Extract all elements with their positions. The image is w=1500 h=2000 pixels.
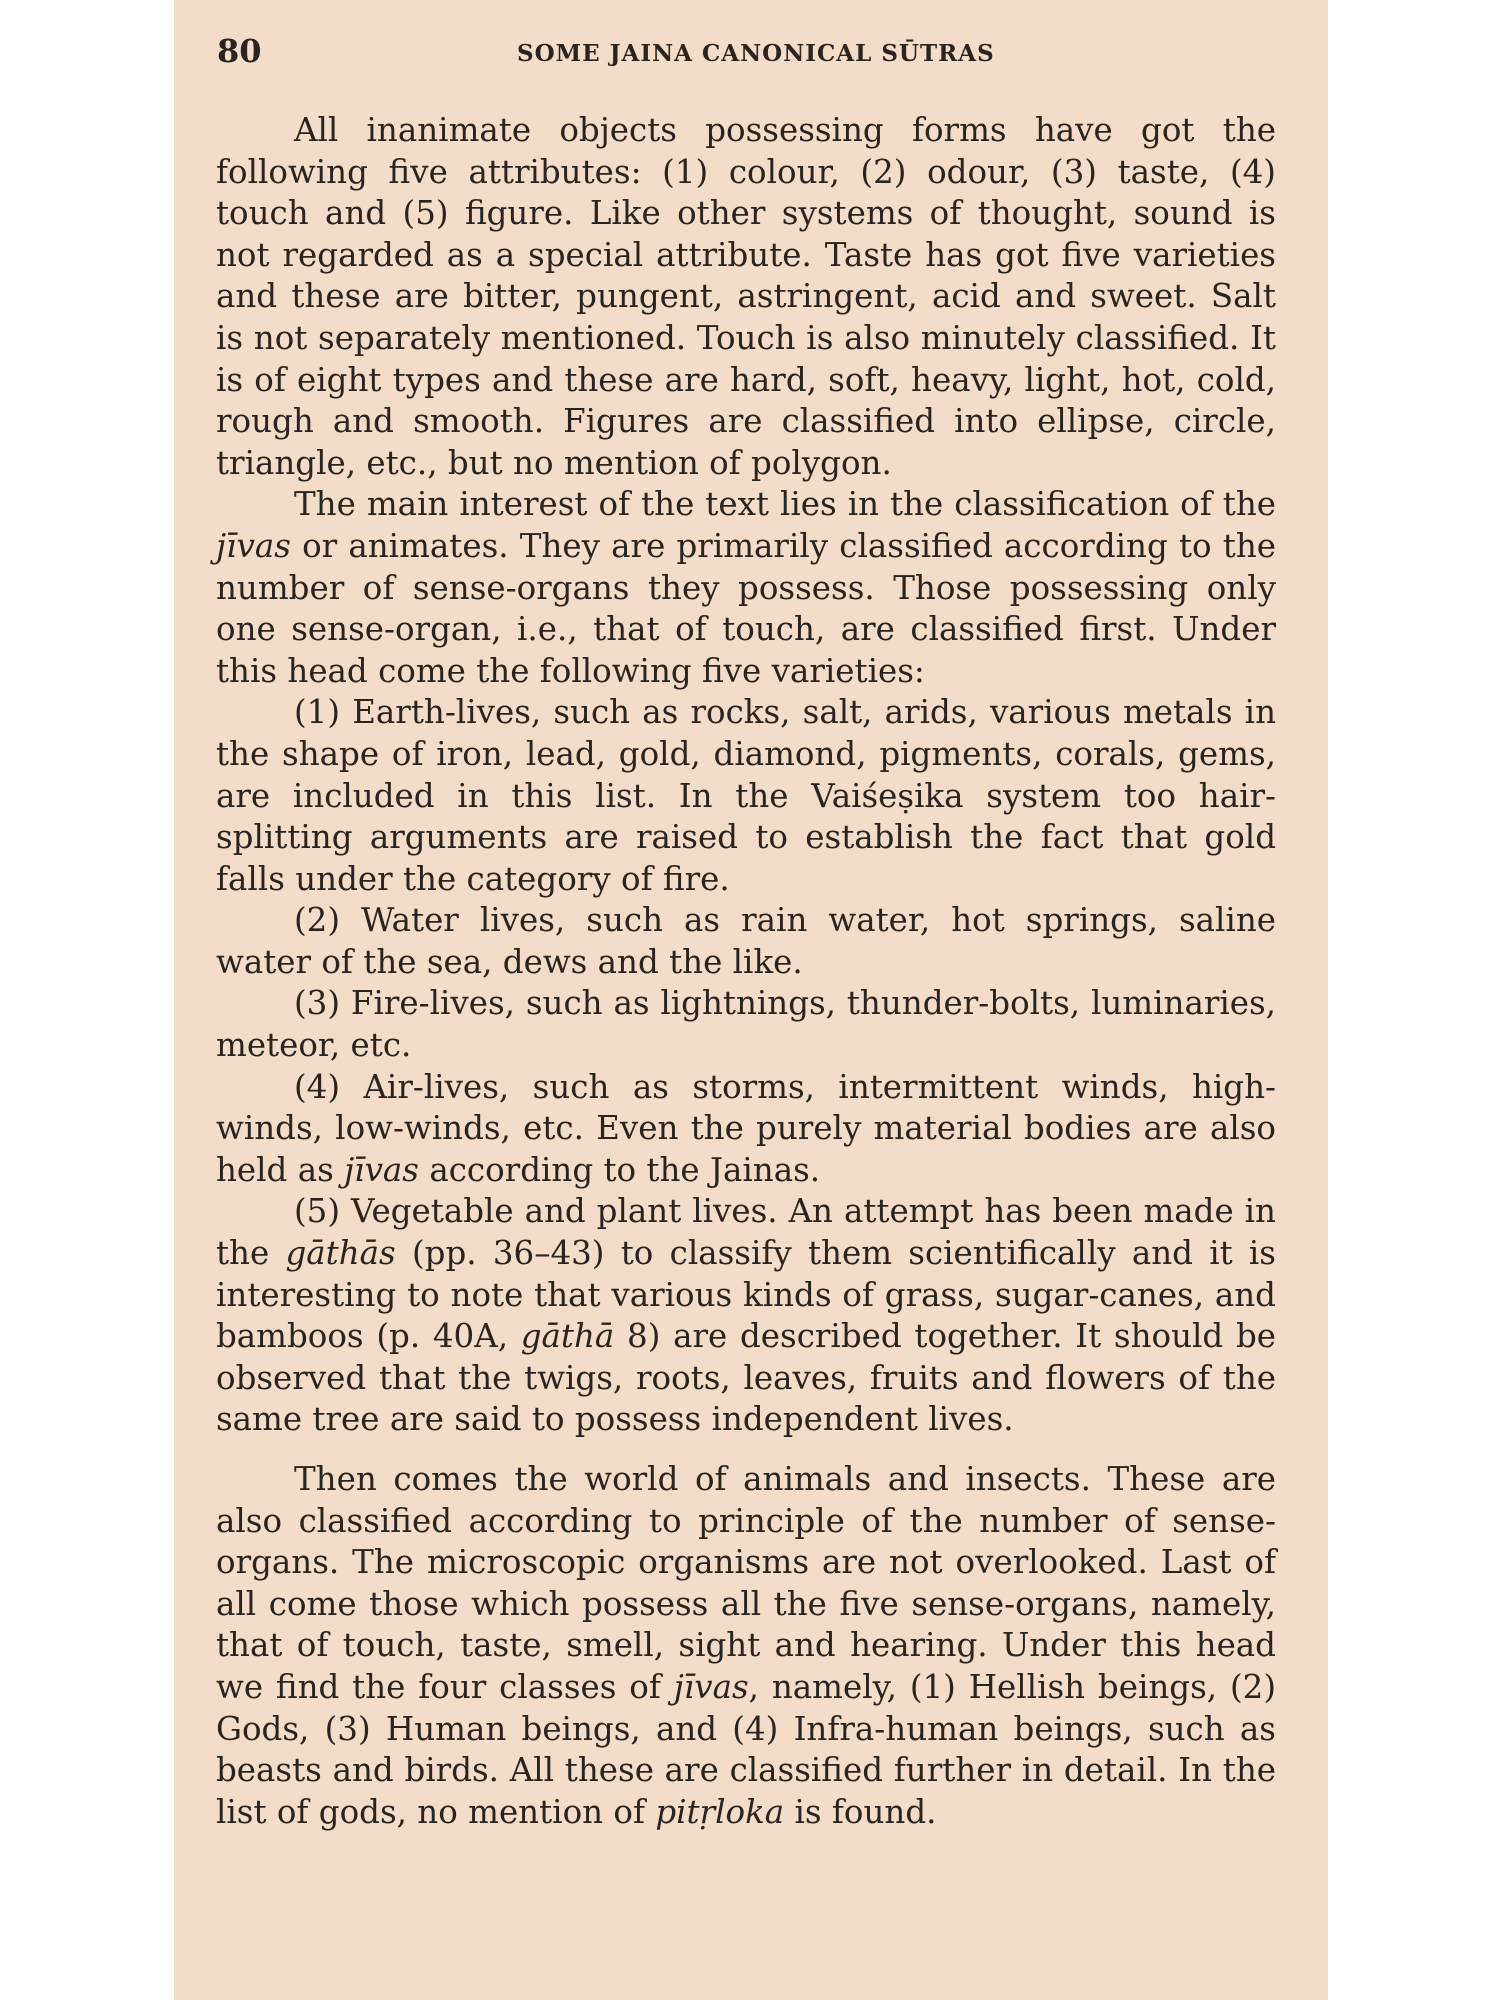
paragraph-air-lives: [216, 1067, 1276, 1192]
italic-term: gāthā: [520, 1317, 615, 1356]
paragraph-text: (4) Air-lives, such as storms, intermittent winds, high-winds, low-winds, etc. Even the purely material bodies are also held as: [216, 1067, 1276, 1189]
page-number: 80: [217, 32, 262, 70]
italic-term: pitṛloka: [655, 1792, 785, 1831]
paragraph-animals-and-insects: [216, 1459, 1276, 1833]
paragraph-water-lives: (2) Water lives, such as rain water, hot springs, saline water of the sea, dews and the like.: [216, 901, 1276, 981]
paragraph-classification-of-jivas: [216, 484, 1276, 692]
paragraph-earth-lives: (1) Earth-lives, such as rocks, salt, arids, various metals in the shape of iron, lead, gold, diamond, pigments, corals, gems, are included in this list. In the Vaiśeṣika system too hair-splitting arguments are raised to establish the fact that gold falls under the category of fire.: [216, 693, 1276, 898]
italic-term: jīvas: [216, 526, 291, 565]
running-head: SOME JAINA CANONICAL SŪTRAS: [517, 40, 995, 67]
italic-term: jīvas: [344, 1150, 419, 1189]
paragraph-text: , namely, (1) Hellish beings, (2) Gods, (3) Human beings, and (4) Infra-human beings, such as beasts and birds. All these are classified further in detail. In the list of gods, no mention of: [216, 1667, 1277, 1831]
paragraph-text: 8) are described together. It should be observed that the twigs, roots, leaves, fruits and flowers of the same tree are said to possess independent lives.: [216, 1317, 1276, 1439]
body-text: [216, 110, 1276, 1833]
paragraph-inanimate-objects: All inanimate objects possessing forms have got the following five attributes: (1) colour, (2) odour, (3) taste, (4) touch and (5) figure. Like other systems of thought, sound is not regarded as a special attribute. Taste has got five varieties and these are bitter, pungent, astringent, acid and sweet. Salt is not separately mentioned. Touch is also minutely classified. It is of eight types and these are hard, soft, heavy, light, hot, cold, rough and smooth. Figures are classified into ellipse, circle, triangle, etc., but no mention of polygon.: [216, 111, 1276, 482]
page-header: [217, 28, 1307, 78]
paragraph-text: The main interest of the text lies in the classification of the: [294, 485, 1276, 524]
italic-term: jīvas: [673, 1667, 749, 1706]
paragraph-text: is found.: [784, 1792, 937, 1831]
paragraph-text: (5) Vegetable and plant lives. An attempt has been made in the: [216, 1192, 1276, 1273]
paragraph-text: Then comes the world of animals and insects. These are also classified according to principle of the number of sense-organs. The microscopic organisms are not overlooked. Last of all come those which possess all the five sense-organs, namely, that of touch, taste, smell, sight and hearing. Under this head we find the four classes of: [216, 1460, 1276, 1706]
italic-term: gāthās: [285, 1234, 396, 1273]
paragraph-fire-lives: (3) Fire-lives, such as lightnings, thunder-bolts, luminaries, meteor, etc.: [216, 984, 1276, 1065]
paragraph-text: according to the Jainas.: [418, 1150, 821, 1189]
book-page: [174, 0, 1328, 2000]
paragraph-text: (pp. 36–43) to classify them scientifically and it is interesting to note that various kinds of grass, sugar-canes, and bamboos (p. 40A,: [216, 1234, 1276, 1356]
paragraph-text: or animates. They are primarily classified according to the number of sense-organs they possess. Those possessing only one sense-organ, i.e., that of touch, are classified first. Under this head come the following five varieties:: [216, 526, 1276, 690]
paragraph-vegetable-lives: [216, 1191, 1276, 1441]
